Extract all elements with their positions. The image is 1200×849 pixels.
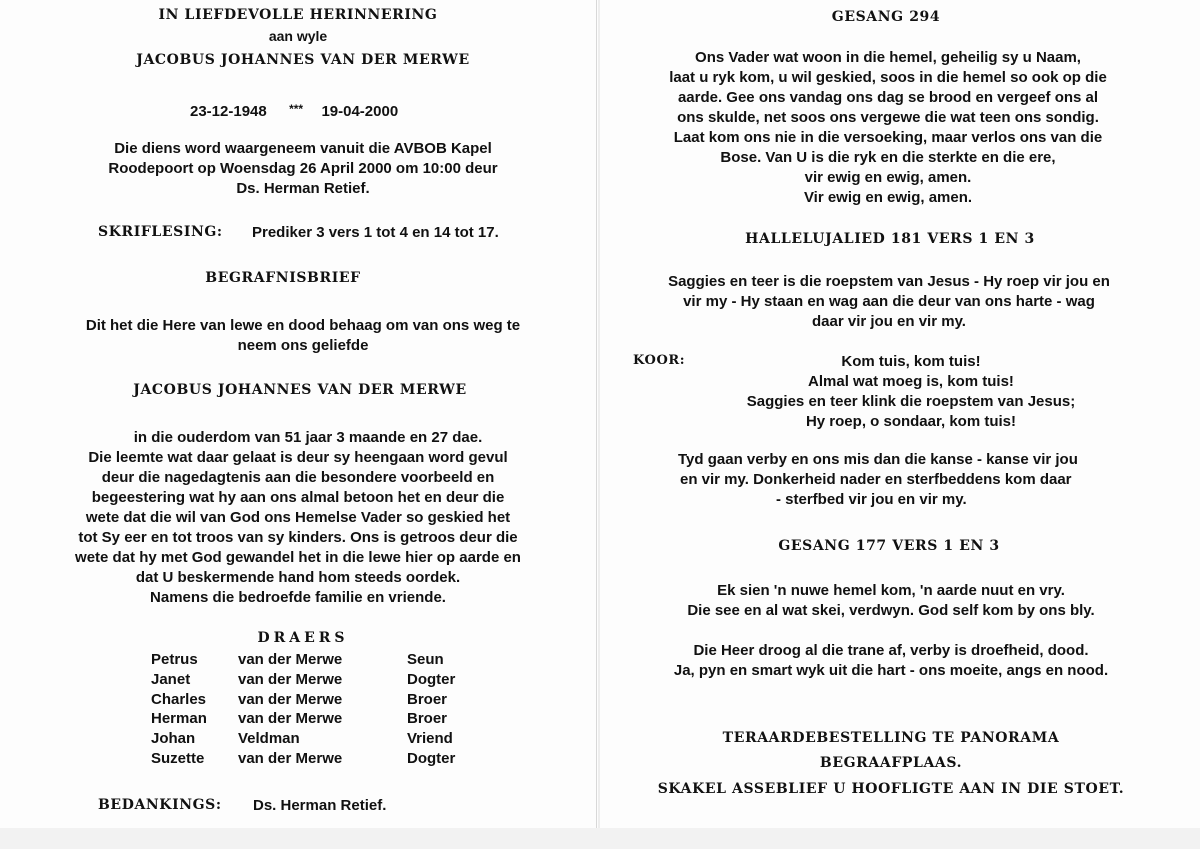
hymn-line: Bose. Van U is die ryk en die sterkte en die ere, — [720, 149, 1056, 166]
burial-line: TERAARDEBESTELLING TE PANORAMA — [722, 730, 1060, 746]
funeral-letter — [0, 316, 606, 356]
funeral-letter-title: BEGRAFNISBRIEF — [205, 270, 361, 286]
thanks-label: BEDANKINGS: — [98, 797, 222, 813]
bearer-surname: Veldman — [238, 730, 300, 748]
choir-line: Hy roep, o sondaar, kom tuis! — [805, 413, 1017, 430]
tribute-line: wete dat hy met God gewandel het in die lewe hier op aarde en — [75, 549, 521, 566]
hymn-line: Ja, pyn en smart wyk uit die hart - ons moeite, angs en nood. — [673, 662, 1109, 679]
letter-line: Dit het die Here van lewe en dood behaag om van ons weg te — [85, 317, 521, 334]
service-details — [0, 139, 606, 199]
hymn2-title: HALLELUJALIED 181 VERS 1 EN 3 — [745, 231, 1035, 247]
tribute-line: dat U beskermende hand hom steeds oordek. — [135, 569, 461, 586]
scan-bottom-edge — [0, 828, 1200, 849]
thanks-text: Ds. Herman Retief. — [253, 797, 387, 814]
hymn2-text — [600, 272, 1178, 332]
bearer-first-name: Herman — [151, 710, 207, 728]
hymn2-verse3 — [678, 450, 1078, 510]
hymn-line: Ek sien 'n nuwe hemel kom, 'n aarde nuut en vry. — [717, 582, 1065, 599]
right-page — [600, 0, 1200, 849]
verse-line: - sterfbed vir jou en vir my. — [776, 491, 967, 508]
bearer-first-name: Charles — [151, 690, 207, 708]
bearer-surname: van der Merwe — [238, 710, 343, 728]
memorial-subheading: aan wyle — [268, 28, 328, 44]
hymn-line: daar vir jou en vir my. — [812, 313, 966, 330]
tribute-line: Die leemte wat daar gelaat is deur sy heengaan word gevul — [88, 449, 508, 466]
deceased-name-top: JACOBUS JOHANNES VAN DER MERWE — [136, 52, 470, 68]
hymn-line: laat u ryk kom, u wil geskied, soos in die hemel so ook op die — [669, 69, 1107, 86]
service-line: Ds. Herman Retief. — [236, 180, 370, 197]
tribute-line: deur die nagedagtenis aan die besondere voorbeeld en — [101, 469, 495, 486]
bearer-relation: Seun — [407, 651, 444, 668]
hymn-line: Die Heer droog al die trane af, verby is droefheid, dood. — [693, 642, 1089, 659]
left-page — [0, 0, 596, 849]
tribute-line: Namens die bedroefde familie en vriende. — [150, 589, 446, 606]
bearer-relation: Vriend — [407, 730, 453, 748]
tribute-line: begeestering wat hy aan ons almal betoon het en deur die — [91, 489, 505, 506]
choir-line: Almal wat moeg is, kom tuis! — [808, 373, 1014, 390]
birth-date: 23-12-1948 — [190, 103, 267, 120]
bearer-relation: Broer — [407, 710, 448, 728]
hymn-line: ons skulde, net soos ons vergewe die wat teen ons sondig. — [677, 109, 1099, 126]
tribute-line: wete dat die wil van God ons Hemelse Vader so geskied het — [85, 509, 511, 526]
deceased-name: JACOBUS JOHANNES VAN DER MERWE — [133, 382, 467, 398]
memorial-heading: IN LIEFDEVOLLE HERINNERING — [158, 7, 438, 23]
page-fold — [596, 0, 597, 849]
hymn-line: vir my - Hy staan en wag aan die deur van ons harte - wag — [683, 293, 1095, 310]
bearers-title: DRAERS — [257, 630, 349, 646]
bearer-relation: Broer — [407, 690, 448, 708]
bearer-surname: van der Merwe — [238, 670, 343, 688]
date-separator: *** — [289, 102, 304, 116]
bearer-relation: Dogter — [407, 749, 456, 767]
bearer-first-name: Johan — [151, 730, 196, 748]
bearer-first-name: Janet — [151, 670, 191, 688]
choir-text — [640, 352, 1182, 432]
hymn3-verse1 — [600, 581, 1182, 621]
hymn-line: aarde. Gee ons vandag ons dag se brood en vergeef ons al — [677, 89, 1099, 106]
hymn-line: Vir ewig en ewig, amen. — [803, 189, 973, 206]
bearer-first-name: Suzette — [151, 749, 205, 767]
letter-line: neem ons geliefde — [237, 337, 369, 354]
tribute-line: in die ouderdom van 51 jaar 3 maande en 27 dae. — [133, 429, 483, 446]
hymn1-text — [600, 48, 1176, 208]
choir-line: Kom tuis, kom tuis! — [841, 353, 981, 370]
tribute-line: tot Sy eer en tot troos van sy kinders. Ons is getroos deur die — [78, 529, 518, 546]
hymn3-title: GESANG 177 VERS 1 EN 3 — [778, 538, 1000, 554]
hymn3-verse3 — [600, 641, 1182, 681]
hymn-line: vir ewig en ewig, amen. — [804, 169, 972, 186]
bearer-surname: van der Merwe — [238, 690, 343, 708]
hymn-line: Ons Vader wat woon in die hemel, geheilig sy u Naam, — [695, 49, 1081, 66]
reading-label: SKRIFLESING: — [98, 224, 223, 240]
burial-line: BEGRAAFPLAAS. — [819, 755, 963, 771]
hymn-line: Laat kom ons nie in die versoeking, maar verlos ons van die — [673, 129, 1103, 146]
bearer-surname: van der Merwe — [238, 651, 343, 668]
choir-label: KOOR: — [633, 353, 686, 368]
choir-line: Saggies en teer klink die roepstem van Jesus; — [746, 393, 1076, 410]
service-line: Die diens word waargeneem vanuit die AVBOB Kapel — [114, 140, 492, 157]
service-line: Roodepoort op Woensdag 26 April 2000 om 10:00 deur — [108, 160, 498, 177]
hymn-line: Die see en al wat skei, verdwyn. God self kom by ons bly. — [687, 602, 1095, 619]
hymn1-title: GESANG 294 — [831, 9, 941, 25]
death-date: 19-04-2000 — [321, 103, 399, 120]
bearer-relation: Dogter — [407, 670, 456, 688]
burial-notice — [600, 726, 1182, 801]
tribute-text — [0, 428, 596, 608]
bearer-surname: van der Merwe — [238, 749, 343, 767]
hymn-line: Saggies en teer is die roepstem van Jesus - Hy roep vir jou en — [668, 273, 1110, 290]
reading-text: Prediker 3 vers 1 tot 4 en 14 tot 17. — [252, 224, 499, 241]
verse-line: Tyd gaan verby en ons mis dan die kanse - kanse vir jou — [678, 451, 1078, 468]
verse-line: en vir my. Donkerheid nader en sterfbeddens kom daar — [680, 471, 1072, 488]
burial-line: SKAKEL ASSEBLIEF U HOOFLIGTE AAN IN DIE STOET. — [657, 781, 1125, 797]
bearer-first-name: Petrus — [151, 651, 198, 668]
life-dates — [190, 99, 398, 122]
